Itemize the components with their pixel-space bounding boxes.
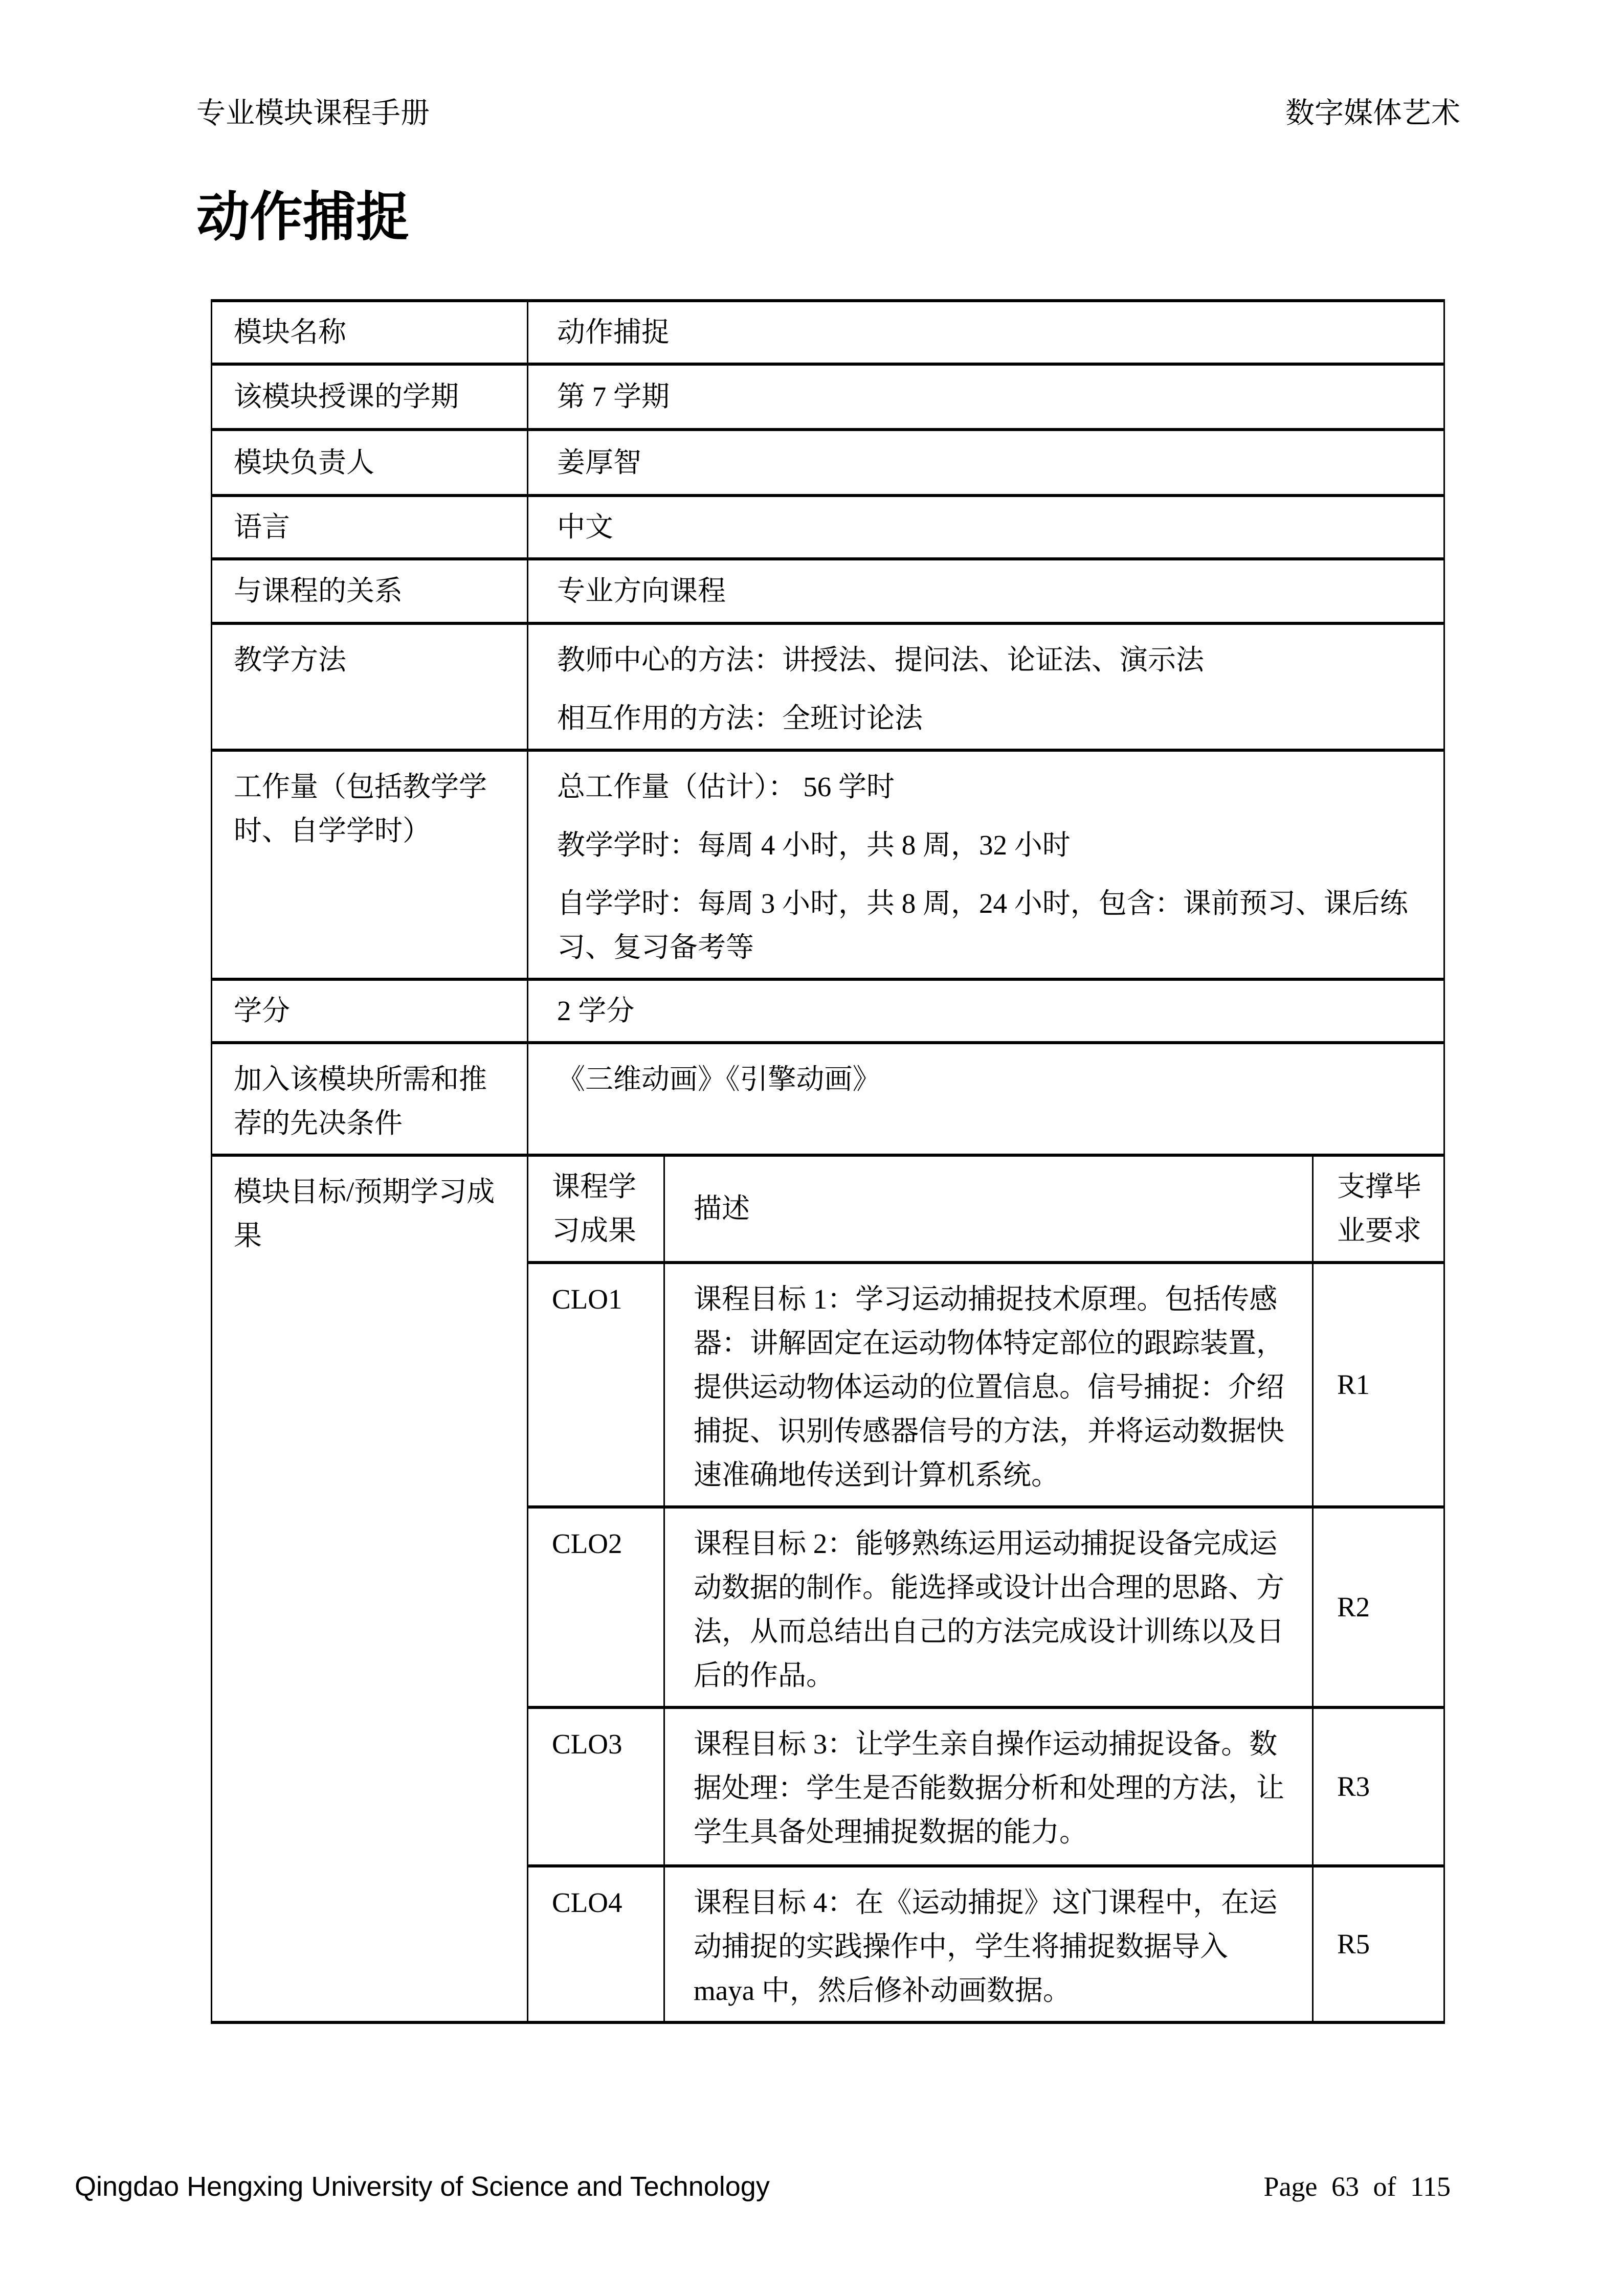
row-label: 该模块授课的学期 [212,364,528,430]
clo-id: CLO2 [528,1507,664,1707]
row-value: 动作捕捉 [528,301,1444,364]
row-label: 学分 [212,979,528,1043]
row-label: 工作量（包括教学学时、自学学时） [212,750,528,979]
clo-description: 课程目标 1：学习运动捕捉技术原理。包括传感器：讲解固定在运动物体特定部位的跟踪装置，提供运动物体运动的位置信息。信号捕捉：介绍捕捉、识别传感器信号的方法，并将运动数据快速准确地传送到计算机系统。 [664,1263,1313,1507]
outcomes-label: 模块目标/预期学习成果 [212,1155,528,2022]
footer-page-number: Page 63 of 115 [1263,2171,1451,2202]
row-label: 教学方法 [212,623,528,750]
table-row-module-lead [212,430,1444,496]
paragraph: 教师中心的方法：讲授法、提问法、论证法、演示法 [557,644,1205,676]
footer-institution: Qingdao Hengxing University of Science and Technology [75,2171,770,2202]
clo-id: CLO4 [528,1866,664,2022]
page-header [196,95,1460,132]
paragraph: 相互作用的方法：全班讨论法 [557,703,923,734]
clo-description: 课程目标 2：能够熟练运用运动捕捉设备完成运动数据的制作。能选择或设计出合理的思路、方法，从而总结出自己的方法完成设计训练以及日后的作品。 [664,1507,1313,1707]
clo-description: 课程目标 3：让学生亲自操作运动捕捉设备。数据处理：学生是否能数据分析和处理的方法，让学生具备处理捕捉数据的能力。 [664,1707,1313,1866]
row-value: 《三维动画》《引擎动画》 [528,1043,1444,1155]
supported-requirement: R2 [1313,1507,1444,1707]
row-value [528,750,1444,979]
clo-id: CLO1 [528,1263,664,1507]
table-row-prerequisites [212,1043,1444,1155]
row-label: 语言 [212,496,528,559]
header-left: 专业模块课程手册 [196,97,430,129]
row-value [528,623,1444,750]
table-row-credits [212,979,1444,1043]
table-row-module-name [212,301,1444,364]
table-row-curriculum-relation [212,559,1444,623]
paragraph: 自学学时：每周 3 小时，共 8 周，24 小时，包含：课前预习、课后练习、复习备考等 [557,888,1408,963]
header-right: 数字媒体艺术 [1285,97,1460,129]
row-value: 专业方向课程 [528,559,1444,623]
row-label: 模块负责人 [212,430,528,496]
table-row-semester [212,364,1444,430]
table-row-workload [212,750,1444,979]
clo-id: CLO3 [528,1707,664,1866]
page-title: 动作捕捉 [196,188,410,247]
clo-description: 课程目标 4：在《运动捕捉》这门课程中，在运动捕捉的实践操作中，学生将捕捉数据导入 maya 中，然后修补动画数据。 [664,1866,1313,2022]
row-label: 与课程的关系 [212,559,528,623]
supported-requirement: R3 [1313,1707,1444,1866]
row-value: 姜厚智 [528,430,1444,496]
requirement-column-header: 支撑毕业要求 [1313,1155,1444,1263]
description-column-header: 描述 [664,1155,1313,1263]
table-row-language [212,496,1444,559]
table-row-teaching-methods [212,623,1444,750]
supported-requirement: R1 [1313,1263,1444,1507]
row-value: 2 学分 [528,979,1444,1043]
outcomes-header-row [212,1155,1444,1263]
paragraph: 总工作量（估计）： 56 学时 [557,771,895,802]
page-footer [75,2170,1451,2203]
supported-requirement: R5 [1313,1866,1444,2022]
row-label: 加入该模块所需和推荐的先决条件 [212,1043,528,1155]
module-info-table [211,299,1445,2024]
paragraph: 教学学时：每周 4 小时，共 8 周，32 小时 [557,829,1071,861]
clo-column-header: 课程学习成果 [528,1155,664,1263]
row-value: 中文 [528,496,1444,559]
row-value: 第 7 学期 [528,364,1444,430]
row-label: 模块名称 [212,301,528,364]
